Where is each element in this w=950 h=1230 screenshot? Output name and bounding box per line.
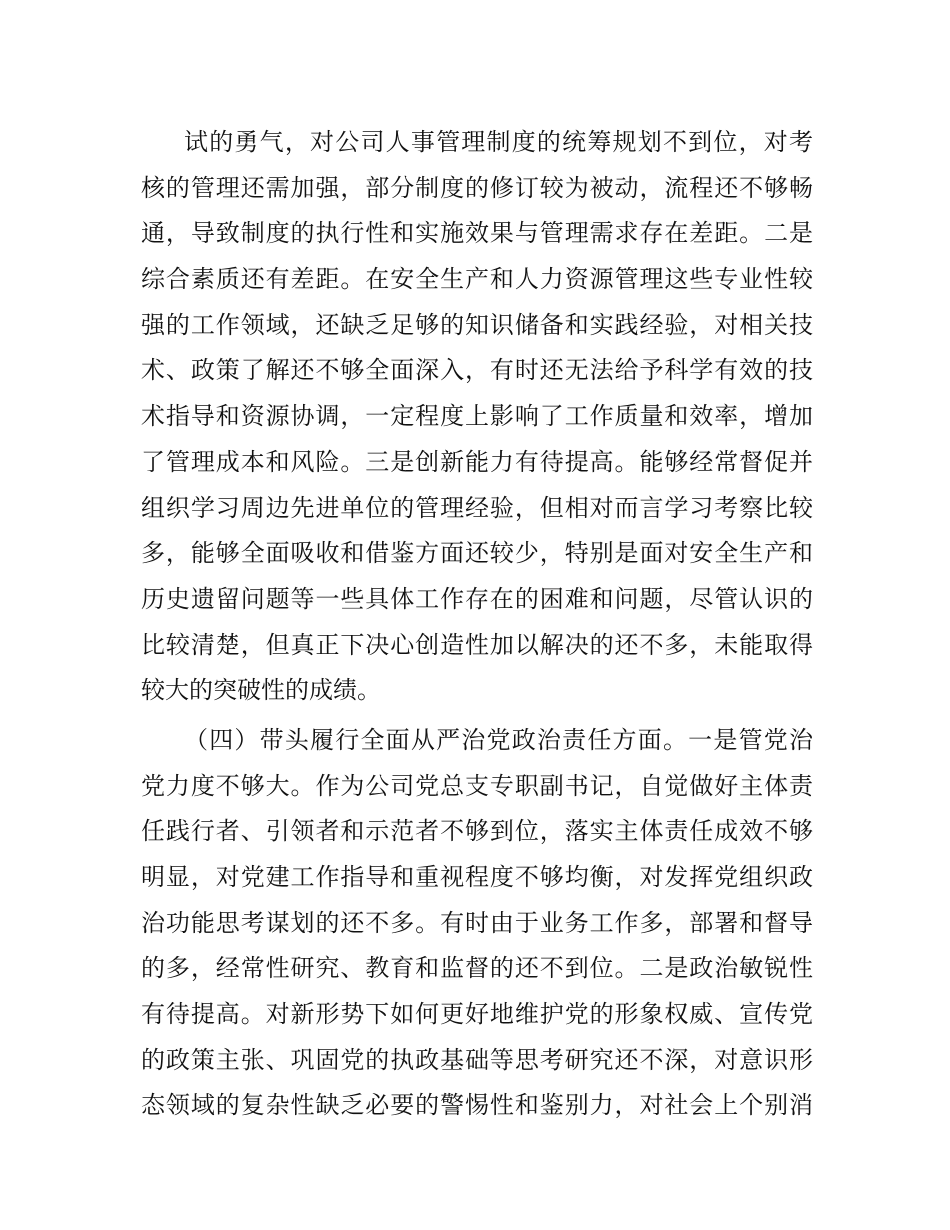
text-line: 态领域的复杂性缺乏必要的警惕性和鉴别力，对社会上个别消: [141, 1091, 813, 1120]
text-line: 的政策主张、巩固党的执政基础等思考研究还不深，对意识形: [141, 1045, 813, 1074]
text-line: 强的工作领域，还缺乏足够的知识储备和实践经验，对相关技: [141, 310, 813, 339]
text-line: 术、政策了解还不够全面深入，有时还无法给予科学有效的技: [141, 356, 813, 385]
text-line: （四）带头履行全面从严治党政治责任方面。一是管党治: [184, 725, 813, 754]
text-line: 试的勇气，对公司人事管理制度的统筹规划不到位，对考: [184, 128, 813, 156]
text-line: 有待提高。对新形势下如何更好地维护党的形象权威、宣传党: [141, 1000, 813, 1029]
text-line: 的多，经常性研究、教育和监督的还不到位。二是政治敏锐性: [141, 954, 813, 983]
text-line: 比较清楚，但真正下决心创造性加以解决的还不多，未能取得: [141, 630, 813, 659]
text-line: 综合素质还有差距。在安全生产和人力资源管理这些专业性较: [141, 265, 813, 294]
text-line: 较大的突破性的成绩。: [141, 676, 381, 705]
paragraph: [141, 120, 813, 714]
text-line: 党力度不够大。作为公司党总支专职副书记，自觉做好主体责: [141, 771, 813, 800]
text-line: 了管理成本和风险。三是创新能力有待提高。能够经常督促并: [141, 447, 813, 476]
text-line: 治功能思考谋划的还不多。有时由于业务工作多，部署和督导: [141, 908, 813, 937]
paragraph: [141, 718, 813, 1129]
text-line: 任践行者、引领者和示范者不够到位，落实主体责任成效不够: [141, 817, 813, 846]
text-line: 多，能够全面吸收和借鉴方面还较少，特别是面对安全生产和: [141, 539, 813, 568]
text-line: 通，导致制度的执行性和实施效果与管理需求存在差距。二是: [141, 219, 813, 248]
text-line: 核的管理还需加强，部分制度的修订较为被动，流程还不够畅: [141, 173, 813, 202]
text-line: 历史遗留问题等一些具体工作存在的困难和问题，尽管认识的: [141, 584, 813, 613]
text-line: 术指导和资源协调，一定程度上影响了工作质量和效率，增加: [141, 402, 813, 431]
text-line: 组织学习周边先进单位的管理经验，但相对而言学习考察比较: [141, 493, 813, 522]
body-text: [141, 120, 813, 1129]
text-line: 明显，对党建工作指导和重视程度不够均衡，对发挥党组织政: [141, 863, 813, 891]
